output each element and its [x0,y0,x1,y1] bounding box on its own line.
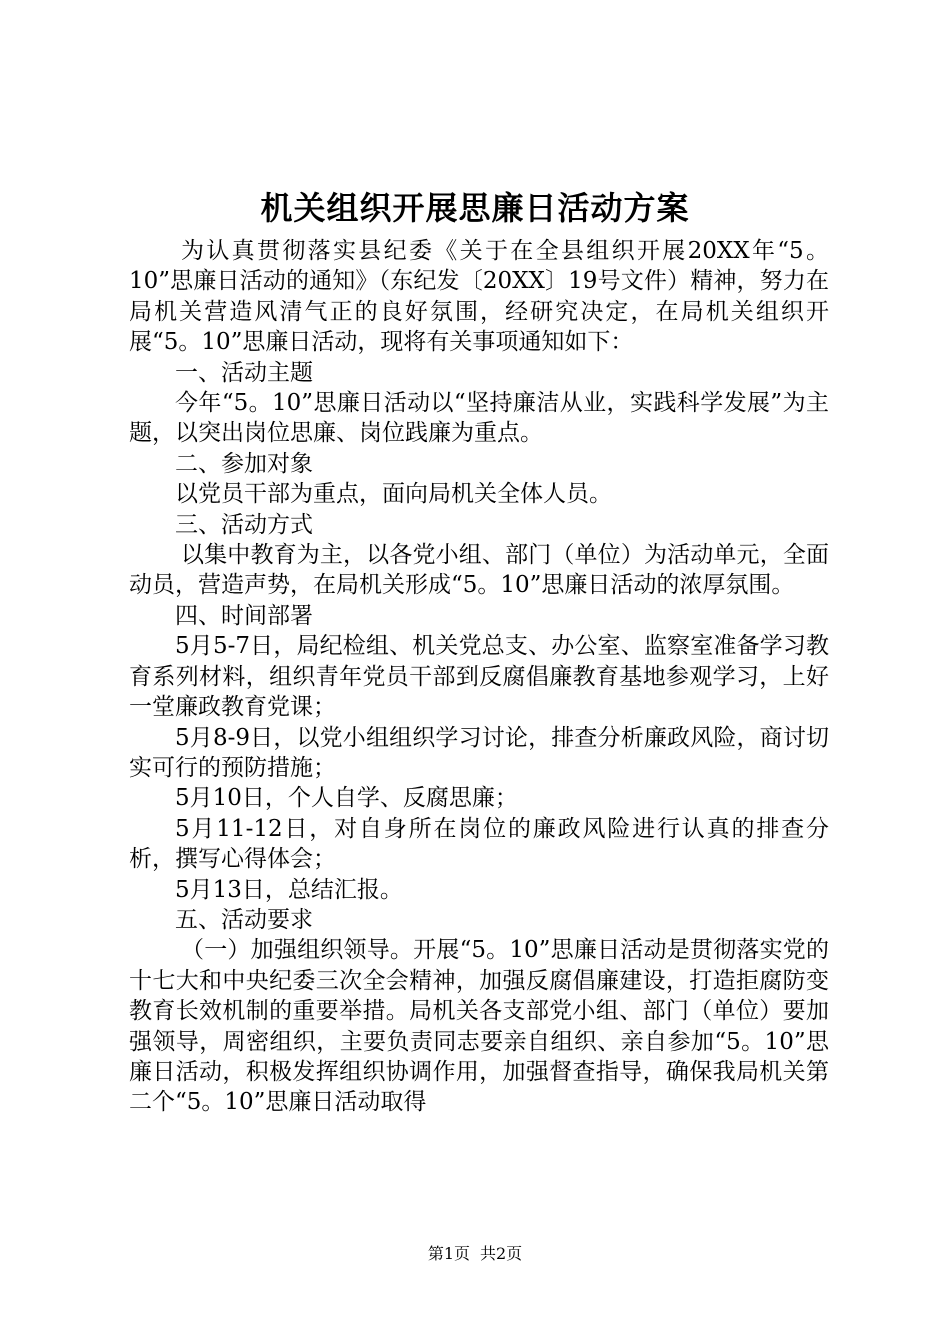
section-heading-schedule: 四、时间部署 [175,602,313,629]
page-footer [0,1243,950,1265]
schedule-item: 5月8-9日，以党小组组织学习讨论，排查分析廉政风险，商讨切实可行的预防措施； [129,724,829,781]
paragraph-participants: 以党员干部为重点，面向局机关全体人员。 [175,481,612,508]
section-heading-method: 三、活动方式 [175,511,313,538]
document-title: 机关组织开展思廉日活动方案 [260,189,690,227]
schedule-item: 5月10日，个人自学、反腐思廉； [175,785,518,812]
paragraph-method: 以集中教育为主，以各党小组、部门（单位）为活动单元，全面动员，营造声势，在局机关形成“5。10”思廉日活动的浓厚氛围。 [129,542,829,599]
schedule-item: 5月11-12日，对自身所在岗位的廉政风险进行认真的排查分析，撰写心得体会； [129,815,829,873]
page-total: 共2页 [480,1244,523,1263]
paragraph-intro: 为认真贯彻落实县纪委《关于在全县组织开展20XX年“5。10”思廉日活动的通知》（东纪发〔20XX〕19号文件）精神，努力在局机关营造风清气正的良好氛围，经研究决定，在局机关组织开展“5。10”思廉日活动，现将有关事项通知如下： [129,238,829,356]
schedule-item: 5月13日，总结汇报。 [175,876,403,903]
schedule-item: 5月5-7日，局纪检组、机关党总支、办公室、监察室准备学习教育系列材料，组织青年党员干部到反腐倡廉教育基地参观学习，上好一堂廉政教育党课； [129,633,829,721]
paragraph-theme: 今年“5。10”思廉日活动以“坚持廉洁从业，实践科学发展”为主题，以突出岗位思廉、岗位践廉为重点。 [129,390,829,447]
document-body [129,236,829,1118]
paragraph-requirement-1: （一）加强组织领导。开展“5。10”思廉日活动是贯彻落实党的十七大和中央纪委三次全会精神，加强反腐倡廉建设，打造拒腐防变教育长效机制的重要举措。局机关各支部党小组、部门（单位）要加强领导，周密组织，主要负责同志要亲自组织、亲自参加“5。10”思廉日活动，积极发挥组织协调作用，加强督查指导，确保我局机关第二个“5。10”思廉日活动取得 [129,937,829,1116]
section-heading-theme: 一、活动主题 [175,359,313,386]
section-heading-participants: 二、参加对象 [175,450,313,477]
page-number: 第1页 [427,1244,470,1263]
section-heading-requirements: 五、活动要求 [175,906,313,933]
